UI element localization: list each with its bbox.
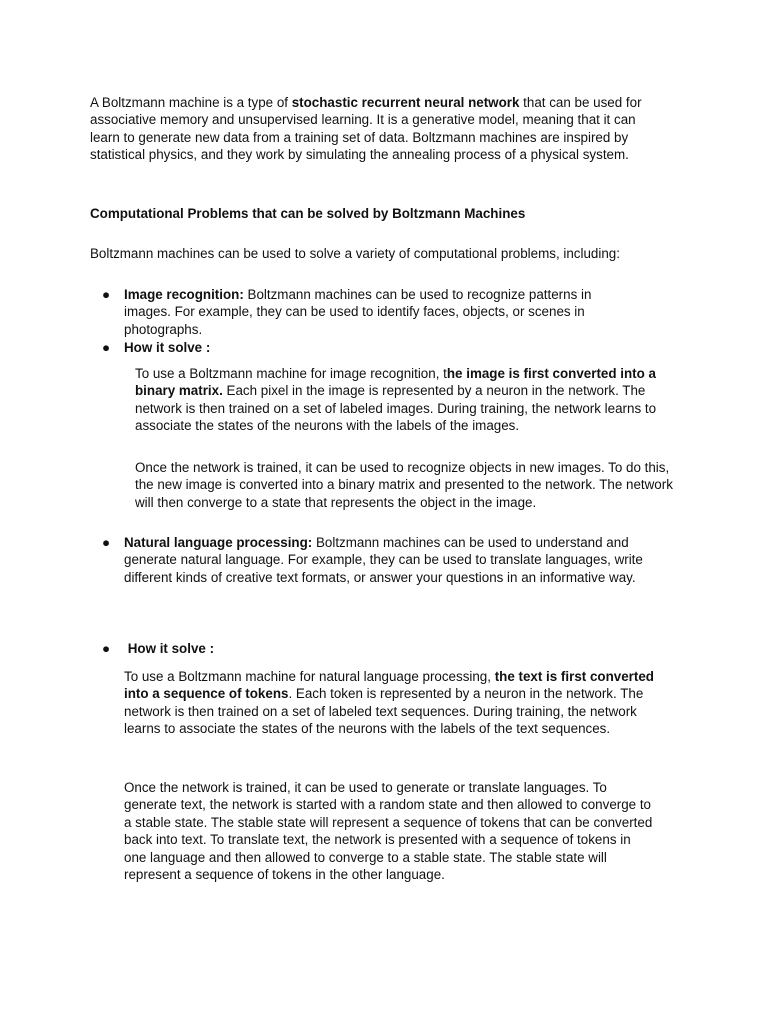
bullet-icon: ● bbox=[101, 287, 111, 302]
section-heading bbox=[90, 205, 690, 222]
bullet-icon: ● bbox=[101, 641, 111, 656]
intro-paragraph bbox=[90, 94, 655, 164]
nlp-method-bold: the text is first converted into a sequence of tokens bbox=[124, 669, 654, 702]
list-item-image-recognition bbox=[124, 286, 624, 338]
intro-text-post: that can be used for associative memory and unsupervised learning. It is a generative model, meaning that it can learn to generate new data from a training set of data. Boltzmann machines are inspired by statistical physics, and they work by simulating the annealing process of a physical system. bbox=[90, 95, 642, 163]
section-heading-text: Computational Problems that can be solved by Boltzmann Machines bbox=[90, 206, 526, 221]
nlp-method-post: . Each token is represented by a neuron in the network. The network is then trained on a set of labeled text sequences. During training, the network learns to associate the states of the neurons with the labels of the text sequences. bbox=[124, 686, 644, 737]
bullet-icon: ● bbox=[101, 535, 111, 550]
list-item-how-it-solve-image bbox=[124, 339, 524, 356]
image-method-paragraph bbox=[135, 365, 680, 435]
list-item-title: Image recognition: bbox=[124, 287, 244, 302]
intro-text-pre: A Boltzmann machine is a type of bbox=[90, 95, 292, 110]
image-method-bold: he image is first converted into a binary matrix. bbox=[135, 366, 656, 399]
bullet-icon: ● bbox=[101, 340, 111, 355]
nlp-method-paragraph bbox=[124, 668, 656, 738]
image-method-post: Each pixel in the image is represented by a neuron in the network. The network is then trained on a set of labeled images. During training, the network learns to associate the states of the neurons with the labels of the images. bbox=[135, 383, 657, 434]
list-item-text: Boltzmann machines can be used to recognize patterns in images. For example, they can be used to identify faces, objects, or scenes in photographs. bbox=[124, 287, 592, 337]
intro-text-bold: stochastic recurrent neural network bbox=[291, 95, 520, 110]
list-item-title: How it solve : bbox=[124, 340, 211, 355]
list-item-how-it-solve-nlp bbox=[124, 640, 524, 657]
nlp-method-pre: To use a Boltzmann machine for natural language processing, bbox=[124, 669, 495, 684]
list-item-text: Boltzmann machines can be used to understand and generate natural language. For example, they can be used to translate languages, write different kinds of creative text formats, or answer your questions in an informative way. bbox=[124, 535, 643, 585]
nlp-inference-paragraph: Once the network is trained, it can be used to generate or translate languages. To generate text, the network is started with a random state and then allowed to converge to a stable state. The stable state will represent a sequence of tokens that can be converted back into text. To translate text, the network is presented with a sequence of tokens in one language and then allowed to converge to a stable state. The stable state will represent a sequence of tokens in the other language. bbox=[124, 780, 653, 883]
list-item-nlp bbox=[124, 534, 659, 586]
list-item-title: Natural language processing: bbox=[124, 535, 313, 550]
image-inference-paragraph: Once the network is trained, it can be used to recognize objects in new images. To do this, the new image is converted into a binary matrix and presented to the network. The network will then converge to a state that represents the object in the image. bbox=[135, 460, 673, 510]
lead-paragraph: Boltzmann machines can be used to solve a variety of computational problems, including: bbox=[90, 246, 620, 261]
image-method-pre: To use a Boltzmann machine for image recognition, t bbox=[135, 366, 447, 381]
list-item-title: How it solve : bbox=[124, 641, 215, 656]
